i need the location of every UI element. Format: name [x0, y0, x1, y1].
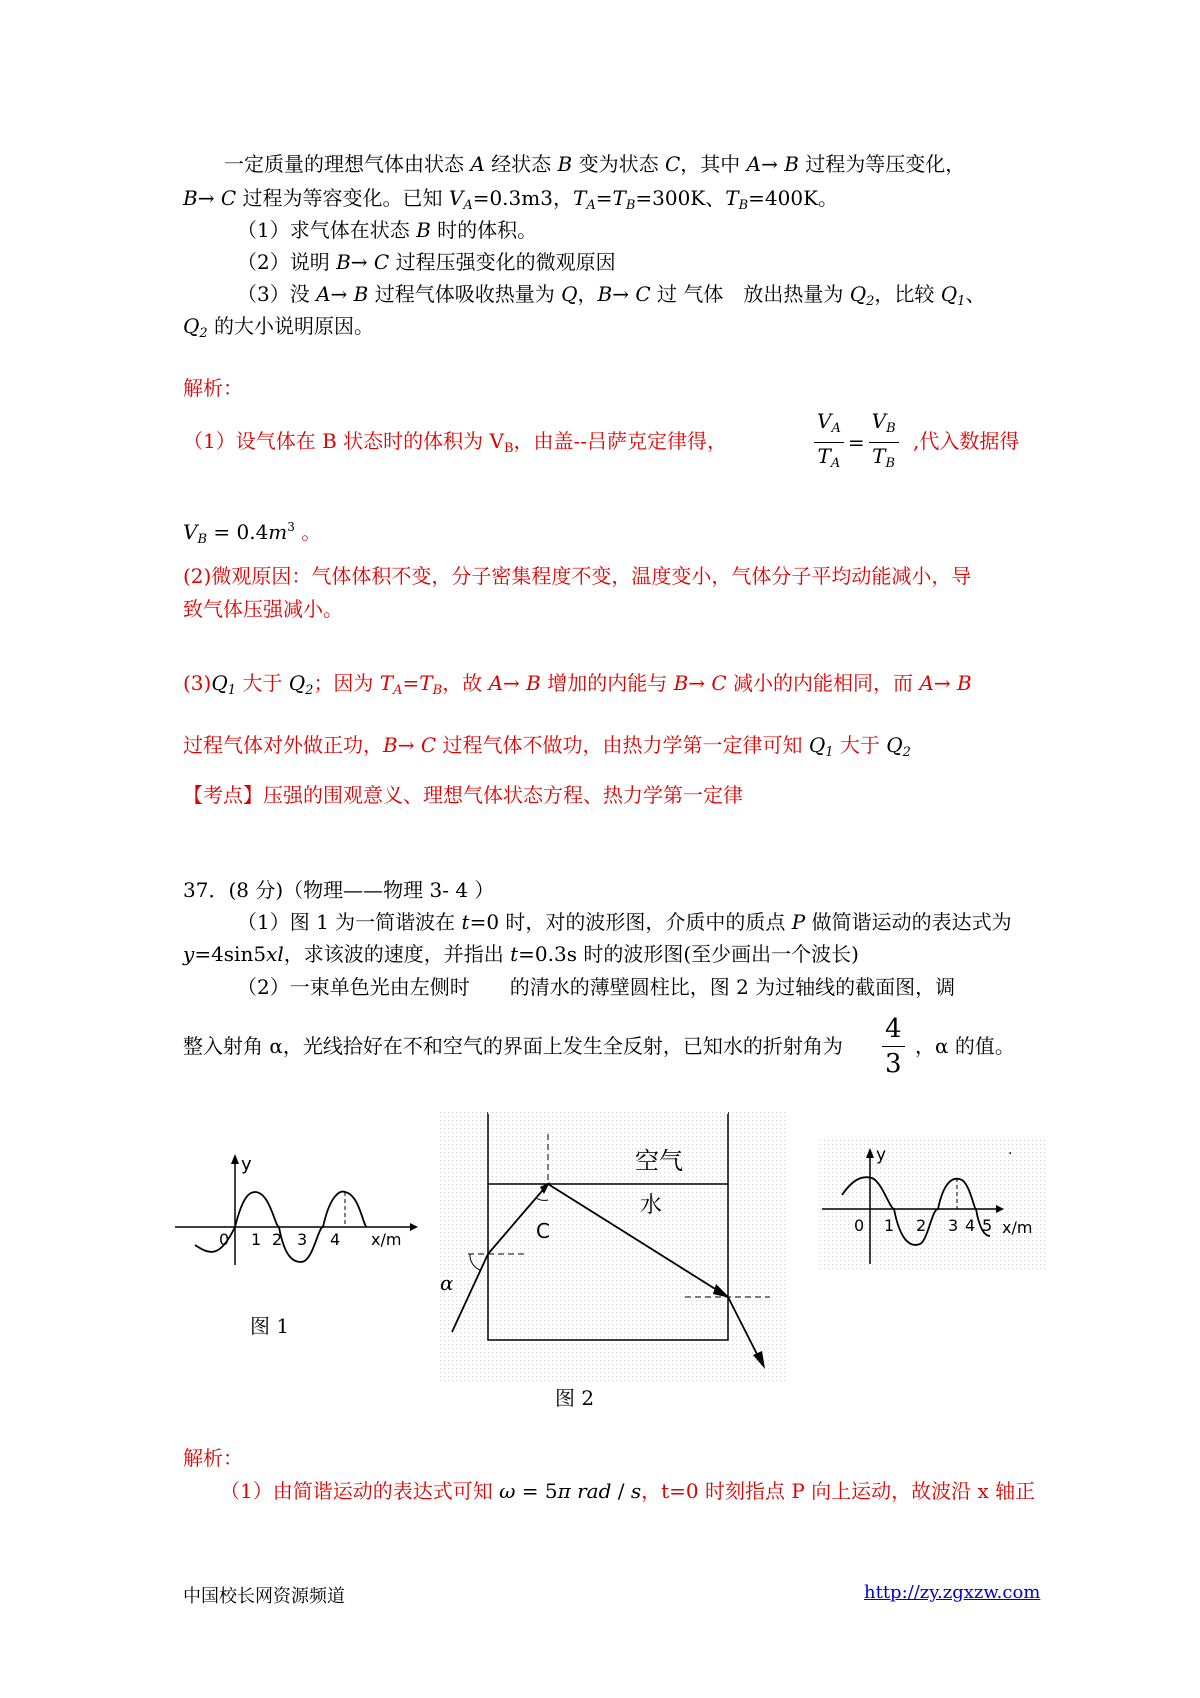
y-label: y	[241, 1154, 252, 1175]
problem36-q2: （2）说明 B→ C 过程压强变化的微观原因	[237, 250, 616, 274]
figure2-cylinder-diagram	[440, 1112, 785, 1382]
solution37-heading: 解析：	[183, 1446, 243, 1470]
tick-2: 2	[272, 1230, 283, 1249]
fraction-vb-tb: $\frac{V_B}{T_B}$	[869, 408, 899, 477]
problem37-q2-line2a: 整入射角 α，光线拾好在不和空气的界面上发生全反射，已知水的折射角为	[183, 1034, 843, 1058]
problem37-title: 37．(8 分)（物理——物理 3- 4 ）	[183, 878, 495, 902]
figure1-wave-graph	[175, 1150, 425, 1270]
problem36-q1: （1）求气体在状态 B 时的体积。	[237, 218, 538, 242]
solution36-result: $V_B = 0.4m^3$ 。	[183, 520, 322, 547]
x-label: x/m	[371, 1230, 402, 1249]
solution36-kaodian: 【考点】压强的围观意义、理想气体状态方程、热力学第一定律	[183, 783, 743, 807]
solution36-heading: 解析：	[183, 376, 243, 400]
fraction-va-ta: $\frac{V_A}{T_A}$	[814, 408, 844, 477]
problem37-q1-line2: y=4sin5xl，求该波的速度，并指出 t=0.3s 时的波形图(至少画出一个波长)	[183, 942, 859, 966]
tick-0: 0	[854, 1216, 865, 1235]
angle-alpha-label: α	[440, 1271, 454, 1295]
footer-link[interactable]: http://zy.zgxzw.com	[864, 1582, 1041, 1603]
tick-1: 1	[884, 1216, 895, 1235]
refractive-index-fraction: $\frac{4}{3}$	[882, 1012, 905, 1081]
problem36-line1: 一定质量的理想气体由状态 A 经状态 B 变为状态 C，其中 A→ B 过程为等压变化，	[224, 152, 966, 176]
tick-3: 3	[948, 1216, 959, 1235]
solution36-a1-tail: ,代入数据得	[913, 429, 1020, 453]
angle-c-label: C	[536, 1219, 550, 1243]
figure1-caption: 图 1	[250, 1314, 290, 1338]
x-label: x/m	[1002, 1218, 1033, 1237]
tick-4: 4	[965, 1216, 976, 1235]
figure2-caption: 图 2	[555, 1386, 595, 1410]
solution36-a2-line1: (2)微观原因：气体体积不变，分子密集程度不变，温度变小，气体分子平均动能减小，导	[183, 564, 972, 588]
water-label: 水	[640, 1193, 663, 1218]
solution36-a3-line1: $(3)Q_1$ 大于 $Q_2$；因为 $T_A=T_B$，故 A→ B 增加的内能与 B→ C 减小的内能相同，而 A→ B	[183, 671, 972, 698]
figure3-wave-graph	[820, 1140, 1045, 1270]
tick-4: 4	[330, 1230, 341, 1249]
problem36-q3a: （3）没 A→ B 过程气体吸收热量为 Q，B→ C 过 气体 放出热量为 $Q_2$，比较 $Q_1$、	[237, 282, 986, 309]
air-label: 空气	[635, 1147, 683, 1175]
problem37-q2-line1: （2）一束单色光由左侧时 的清水的薄壁圆柱比，图 2 为过轴线的截面图，调	[237, 975, 956, 999]
tick-3: 3	[297, 1230, 308, 1249]
tick-5: 5	[982, 1216, 993, 1235]
problem37-q2-line2b: ，α 的值。	[915, 1034, 1015, 1058]
tick-0: 0	[219, 1230, 230, 1249]
y-label: y	[876, 1145, 887, 1165]
problem36-line2: B→ C 过程为等容变化。已知 $V_A=0.3m3$，$T_A=T_B=300K$、$T_B=400K$。	[183, 186, 839, 213]
figure2-background	[440, 1112, 785, 1382]
tick-1: 1	[251, 1230, 262, 1249]
tick-2: 2	[916, 1216, 927, 1235]
charles-law-formula: $\frac{V_A}{T_A}$ = $\frac{V_B}{T_B}$	[810, 408, 903, 477]
solution36-a2-line2: 致气体压强减小。	[183, 597, 343, 621]
solution36-a1: （1）设气体在 B 状态时的体积为 $V_B$，由盖--吕萨克定律得，	[183, 429, 728, 456]
footer-left: 中国校长网资源频道	[183, 1586, 345, 1607]
svg-text:·: ·	[1008, 1146, 1013, 1162]
solution37-line1: （1）由简谐运动的表达式可知 ω = 5π rad / s，t=0 时刻指点 P 向上运动，故波沿 x 轴正	[220, 1479, 1036, 1503]
problem36-q3b: $Q_2$ 的大小说明原因。	[183, 314, 375, 341]
solution36-a3-line2: 过程气体对外做正功，B→ C 过程气体不做功，由热力学第一定律可知 $Q_1$ 大于 $Q_2$	[183, 733, 911, 760]
y-axis-arrow	[231, 1154, 239, 1164]
x-axis-arrow	[410, 1223, 418, 1231]
problem37-q1-line1: （1）图 1 为一简谐波在 t=0 时，对的波形图，介质中的质点 P 做简谐运动的表达式为	[237, 910, 1012, 934]
